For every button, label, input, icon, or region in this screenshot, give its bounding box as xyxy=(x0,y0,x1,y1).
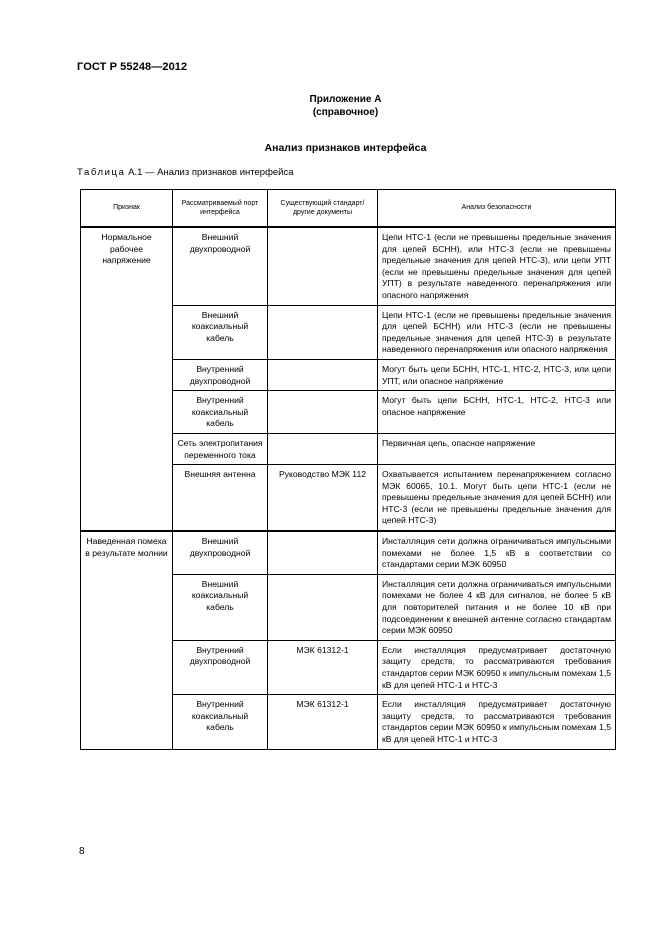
analysis-cell: Цепи НТС-1 (если не превышены предельные значения для цепей БСНН), или НТС-3 (если не превышены предельные значения для цепей НТС-3), или цепи УПТ (если не превышены предельные значения для цепей УПТ) в результате наведенного перенапряжения или опасного напряжения xyxy=(378,227,616,305)
header-analysis: Анализ безопасности xyxy=(378,190,616,228)
analysis-cell: Охватывается испытанием перенапряжением согласно МЭК 60065, 10.1. Могут быть цепи НТС-1 (если не превышены предельные значения для цепей БСНН) или НТС-3 (если не превышены предельные значения для цепей НТС-3) xyxy=(378,465,616,531)
header-feature: Признак xyxy=(81,190,173,228)
analysis-cell: Если инсталляция предусматривает достаточную защиту средств, то рассматриваются требования стандартов серии МЭК 60950 к импульсным помехам 1,5 кВ для цепей НТС-1 и НТС-3 xyxy=(378,640,616,694)
table-row xyxy=(81,227,616,305)
group-normal-voltage xyxy=(81,227,616,531)
port-cell: Внутренний коаксиальный кабель xyxy=(173,695,268,749)
table-caption-text: — Анализ признаков интерфейса xyxy=(145,167,294,178)
port-cell: Внешний коаксиальный кабель xyxy=(173,574,268,640)
header-standard: Существующий стандарт/другие документы xyxy=(268,190,378,228)
group-lightning-surge xyxy=(81,531,616,749)
port-cell: Внешняя антенна xyxy=(173,465,268,531)
analysis-cell: Если инсталляция предусматривает достаточную защиту средств, то рассматриваются требования стандартов серии МЭК 60950 к импульсным помехам 1,5 кВ для цепей НТС-1 и НТС-3 xyxy=(378,695,616,749)
appendix-subtitle: (справочное) xyxy=(312,107,379,118)
port-cell: Внешний двухпроводной xyxy=(173,227,268,305)
standard-cell: МЭК 61312-1 xyxy=(268,695,378,749)
feature-cell: Нормальное рабочее напряжение xyxy=(81,227,173,531)
standard-cell xyxy=(268,574,378,640)
analysis-cell: Цепи НТС-1 (если не превышены предельные значения для цепей БСНН) или НТС-3 (если не превышены предельные значения для цепей НТС-3) в результате наведенного перенапряжения или опасного напряжения xyxy=(378,305,616,359)
standard-cell xyxy=(268,305,378,359)
table-header-row xyxy=(81,190,616,228)
document-code: ГОСТ Р 55248—2012 xyxy=(77,61,188,73)
table-caption-number: А.1 xyxy=(128,167,143,178)
section-title: Анализ признаков интерфейса xyxy=(264,142,427,154)
interface-analysis-table xyxy=(80,189,616,750)
table-caption-label: Таблица xyxy=(77,167,126,178)
table-row xyxy=(81,531,616,574)
port-cell: Внутренний двухпроводной xyxy=(173,640,268,694)
header-port: Рассматриваемый порт интерфейса xyxy=(173,190,268,228)
standard-cell xyxy=(268,359,378,390)
analysis-cell: Могут быть цепи БСНН, НТС-1, НТС-2, НТС-3, или цепи УПТ, или опасное напряжение xyxy=(378,359,616,390)
standard-cell xyxy=(268,227,378,305)
analysis-cell: Инсталляция сети должна ограничиваться импульсными помехами не более 4 кВ для сигналов, не более 5 кВ для повторителей питания и не более 10 кВ при подсоединении к внешней антенне согласно стандартам серии МЭК 60950 xyxy=(378,574,616,640)
analysis-cell: Могут быть цепи БСНН, НТС-1, НТС-2, НТС-3 или опасное напряжение xyxy=(378,391,616,434)
standard-cell: МЭК 61312-1 xyxy=(268,640,378,694)
standard-cell xyxy=(268,433,378,464)
port-cell: Внешний коаксиальный кабель xyxy=(173,305,268,359)
standard-cell xyxy=(268,391,378,434)
analysis-cell: Инсталляция сети должна ограничиваться импульсными помехами не более 1,5 кВ в соответствии со стандартами серии МЭК 60950 xyxy=(378,531,616,574)
port-cell: Сеть электропитания переменного тока xyxy=(173,433,268,464)
standard-cell xyxy=(268,531,378,574)
standard-cell: Руководство МЭК 112 xyxy=(268,465,378,531)
table-caption xyxy=(77,167,294,178)
port-cell: Внутренний коаксиальный кабель xyxy=(173,391,268,434)
feature-cell: Наведенная помеха в результате молнии xyxy=(81,531,173,749)
page-number: 8 xyxy=(79,846,85,857)
analysis-cell: Первичная цепь, опасное напряжение xyxy=(378,433,616,464)
port-cell: Внешний двухпроводной xyxy=(173,531,268,574)
appendix-title: Приложение А xyxy=(309,94,382,105)
port-cell: Внутренний двухпроводной xyxy=(173,359,268,390)
